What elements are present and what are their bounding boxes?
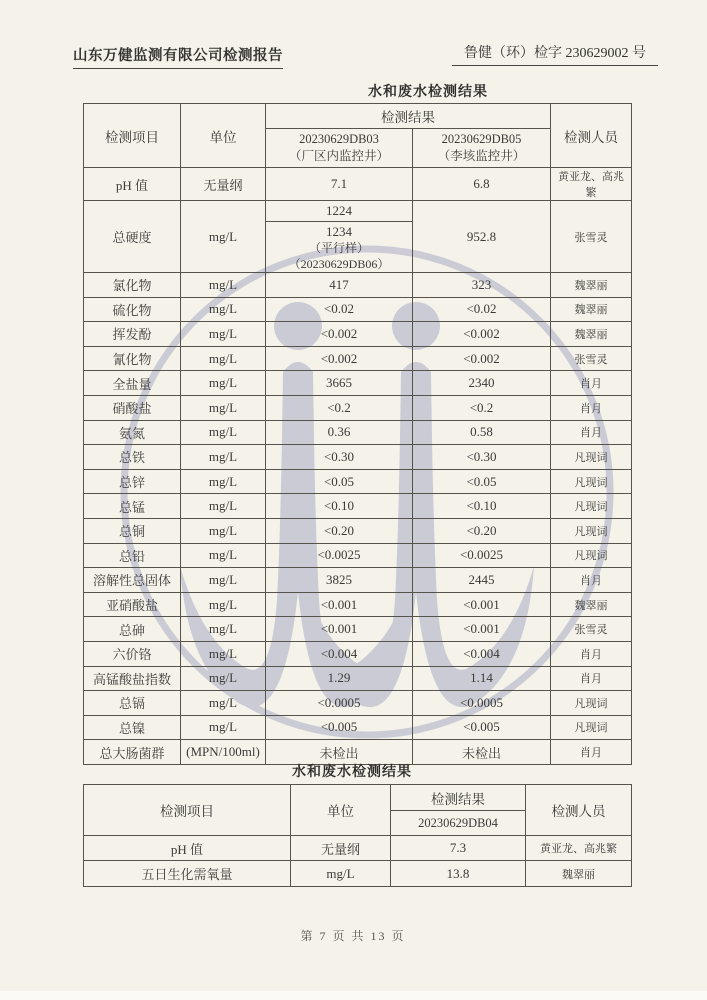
cell-result-1: 1.29 — [266, 666, 413, 691]
cell-staff: 肖月 — [551, 371, 632, 396]
cell-result-1: <0.20 — [266, 518, 413, 543]
table-row — [84, 445, 632, 470]
cell-item: 总铜 — [84, 518, 181, 543]
cell-unit: 无量纲 — [181, 168, 266, 201]
cell-unit: mg/L — [181, 592, 266, 617]
cell-result-2: 2340 — [413, 371, 551, 396]
table2-header-row — [84, 785, 632, 811]
cell-result-2: <0.10 — [413, 494, 551, 519]
cell-staff: 黄亚龙、高兆繁 — [551, 168, 632, 201]
cell-result-1: <0.005 — [266, 715, 413, 740]
table2-body — [84, 785, 632, 887]
cell-result-2: 6.8 — [413, 168, 551, 201]
cell-item: 总铁 — [84, 445, 181, 470]
page-number: 第 7 页 共 13 页 — [300, 929, 406, 943]
cell-result-parallel — [266, 222, 413, 273]
sample1-id: 20230629DB04 — [418, 815, 498, 830]
cell-staff: 凡现词 — [551, 543, 632, 568]
cell-unit: mg/L — [181, 371, 266, 396]
cell-result-1: <0.0025 — [266, 543, 413, 568]
cell-result-2: <0.005 — [413, 715, 551, 740]
col-header-item: 检测项目 — [84, 104, 181, 168]
cell-item: 全盐量 — [84, 371, 181, 396]
table-row — [84, 469, 632, 494]
col-header-staff: 检测人员 — [526, 785, 632, 836]
cell-staff: 凡现词 — [551, 715, 632, 740]
cell-unit: mg/L — [181, 641, 266, 666]
cell-item: pH 值 — [84, 836, 291, 861]
cell-result-1: <0.002 — [266, 322, 413, 347]
cell-result-2: <0.30 — [413, 445, 551, 470]
cell-result-2: <0.20 — [413, 518, 551, 543]
col-header-result: 检测结果 — [266, 104, 551, 129]
cell-unit: mg/L — [181, 346, 266, 371]
cell-result-1: <0.2 — [266, 395, 413, 420]
cell-unit: mg/L — [181, 322, 266, 347]
col-header-unit: 单位 — [291, 785, 391, 836]
cell-result-2: <0.002 — [413, 322, 551, 347]
table-row — [84, 641, 632, 666]
table-row — [84, 395, 632, 420]
table1-title: 水和废水检测结果 — [368, 85, 488, 100]
cell-sample1 — [391, 811, 526, 836]
cell-staff: 凡现词 — [551, 469, 632, 494]
parallel-value: 1234 — [326, 223, 352, 239]
cell-item: 总铅 — [84, 543, 181, 568]
cell-item: 挥发酚 — [84, 322, 181, 347]
cell-result-1: 未检出 — [266, 740, 413, 765]
report-reference-number: 鲁健（环）检字 230629002 号 — [452, 42, 658, 66]
cell-result-1: <0.004 — [266, 641, 413, 666]
cell-unit: mg/L — [181, 568, 266, 593]
results-table-wastewater — [83, 784, 632, 887]
cell-staff: 肖月 — [551, 395, 632, 420]
cell-unit: mg/L — [181, 395, 266, 420]
cell-staff: 魏翠丽 — [551, 273, 632, 298]
cell-unit: mg/L — [181, 420, 266, 445]
cell-result-1: <0.30 — [266, 445, 413, 470]
table-row — [84, 494, 632, 519]
col-header-unit: 单位 — [181, 104, 266, 168]
cell-unit: mg/L — [181, 297, 266, 322]
cell-item: 高锰酸盐指数 — [84, 666, 181, 691]
cell-result-2: <0.05 — [413, 469, 551, 494]
cell-staff: 魏翠丽 — [526, 861, 632, 887]
table-row — [84, 297, 632, 322]
cell-result-1: <0.0005 — [266, 691, 413, 716]
cell-result-1: <0.02 — [266, 297, 413, 322]
cell-staff: 肖月 — [551, 740, 632, 765]
cell-result-1: 417 — [266, 273, 413, 298]
cell-unit: mg/L — [181, 617, 266, 642]
table-row — [84, 666, 632, 691]
cell-staff: 凡现词 — [551, 445, 632, 470]
cell-unit: mg/L — [181, 518, 266, 543]
cell-item: 氰化物 — [84, 346, 181, 371]
table-row-ph — [84, 168, 632, 201]
cell-staff: 魏翠丽 — [551, 592, 632, 617]
cell-item: 五日生化需氧量 — [84, 861, 291, 887]
col-header-staff: 检测人员 — [551, 104, 632, 168]
cell-item: 总硬度 — [84, 201, 181, 273]
cell-unit: mg/L — [181, 666, 266, 691]
cell-result-2: <0.0005 — [413, 691, 551, 716]
cell-result-2: <0.004 — [413, 641, 551, 666]
cell-item: 总砷 — [84, 617, 181, 642]
cell-unit: mg/L — [181, 201, 266, 273]
cell-result-1: 13.8 — [391, 861, 526, 887]
cell-item: 总锰 — [84, 494, 181, 519]
cell-staff: 魏翠丽 — [551, 297, 632, 322]
cell-result-1: <0.002 — [266, 346, 413, 371]
cell-item: 六价铬 — [84, 641, 181, 666]
cell-result-2: <0.001 — [413, 592, 551, 617]
table-row — [84, 861, 632, 887]
cell-sample2 — [413, 129, 551, 168]
cell-item: pH 值 — [84, 168, 181, 201]
table-row — [84, 617, 632, 642]
cell-item: 亚硝酸盐 — [84, 592, 181, 617]
cell-item: 硫化物 — [84, 297, 181, 322]
table1-header-row — [84, 104, 632, 129]
sample2-note: （李垓监控井） — [437, 149, 526, 163]
cell-item: 总镉 — [84, 691, 181, 716]
parallel-label: （平行样） — [308, 240, 369, 255]
table1-body — [84, 104, 632, 765]
table-row — [84, 568, 632, 593]
sample2-id: 20230629DB05 — [441, 132, 522, 146]
cell-staff: 张雪灵 — [551, 617, 632, 642]
table-row — [84, 420, 632, 445]
table2-title: 水和废水检测结果 — [292, 765, 412, 780]
cell-result-2: <0.002 — [413, 346, 551, 371]
cell-result-2: 2445 — [413, 568, 551, 593]
cell-staff: 张雪灵 — [551, 201, 632, 273]
cell-unit: mg/L — [181, 445, 266, 470]
cell-item: 总镍 — [84, 715, 181, 740]
cell-item: 溶解性总固体 — [84, 568, 181, 593]
cell-unit: (MPN/100ml) — [181, 740, 266, 765]
cell-unit: mg/L — [181, 691, 266, 716]
cell-result-1: 0.36 — [266, 420, 413, 445]
table-row — [84, 691, 632, 716]
table-row — [84, 346, 632, 371]
table-row — [84, 836, 632, 861]
cell-result-1: <0.001 — [266, 617, 413, 642]
table-row-hardness — [84, 201, 632, 222]
cell-item: 总锌 — [84, 469, 181, 494]
cell-result-1: <0.10 — [266, 494, 413, 519]
cell-item: 氨氮 — [84, 420, 181, 445]
cell-result-2: 952.8 — [413, 201, 551, 273]
cell-unit: mg/L — [181, 469, 266, 494]
report-company-title: 山东万健监测有限公司检测报告 — [73, 44, 283, 69]
cell-staff: 魏翠丽 — [551, 322, 632, 347]
cell-staff: 肖月 — [551, 666, 632, 691]
cell-item: 氯化物 — [84, 273, 181, 298]
cell-staff: 肖月 — [551, 420, 632, 445]
cell-unit: mg/L — [181, 494, 266, 519]
table-row — [84, 592, 632, 617]
table-row — [84, 322, 632, 347]
table-row — [84, 273, 632, 298]
cell-result-1a: 1224 — [266, 201, 413, 222]
cell-result-2: <0.001 — [413, 617, 551, 642]
cell-result-2: <0.02 — [413, 297, 551, 322]
cell-staff: 肖月 — [551, 641, 632, 666]
results-table-groundwater — [83, 103, 632, 765]
cell-result-2: 1.14 — [413, 666, 551, 691]
parallel-sample-id: （20230629DB06） — [288, 256, 390, 271]
table-row — [84, 371, 632, 396]
cell-unit: mg/L — [181, 273, 266, 298]
cell-unit: 无量纲 — [291, 836, 391, 861]
table-row — [84, 715, 632, 740]
cell-staff: 黄亚龙、高兆繁 — [526, 836, 632, 861]
col-header-result: 检测结果 — [391, 785, 526, 811]
cell-staff: 凡现词 — [551, 518, 632, 543]
cell-staff: 凡现词 — [551, 494, 632, 519]
cell-item: 总大肠菌群 — [84, 740, 181, 765]
sample1-id: 20230629DB03 — [299, 132, 379, 146]
cell-sample1 — [266, 129, 413, 168]
cell-result-1: 7.1 — [266, 168, 413, 201]
cell-unit: mg/L — [291, 861, 391, 887]
cell-result-1: <0.05 — [266, 469, 413, 494]
cell-unit: mg/L — [181, 715, 266, 740]
cell-result-2: 323 — [413, 273, 551, 298]
cell-result-2: <0.2 — [413, 395, 551, 420]
table-row — [84, 518, 632, 543]
cell-result-2: <0.0025 — [413, 543, 551, 568]
cell-unit: mg/L — [181, 543, 266, 568]
table-row — [84, 543, 632, 568]
cell-result-1: <0.001 — [266, 592, 413, 617]
sample1-note: （厂区内监控井） — [288, 149, 389, 163]
scan-edge-strip — [0, 991, 707, 1000]
cell-item: 硝酸盐 — [84, 395, 181, 420]
cell-result-1: 3825 — [266, 568, 413, 593]
col-header-item: 检测项目 — [84, 785, 291, 836]
cell-result-2: 未检出 — [413, 740, 551, 765]
cell-staff: 张雪灵 — [551, 346, 632, 371]
cell-result-1: 7.3 — [391, 836, 526, 861]
cell-staff: 凡现词 — [551, 691, 632, 716]
cell-staff: 肖月 — [551, 568, 632, 593]
cell-result-1: 3665 — [266, 371, 413, 396]
cell-result-2: 0.58 — [413, 420, 551, 445]
